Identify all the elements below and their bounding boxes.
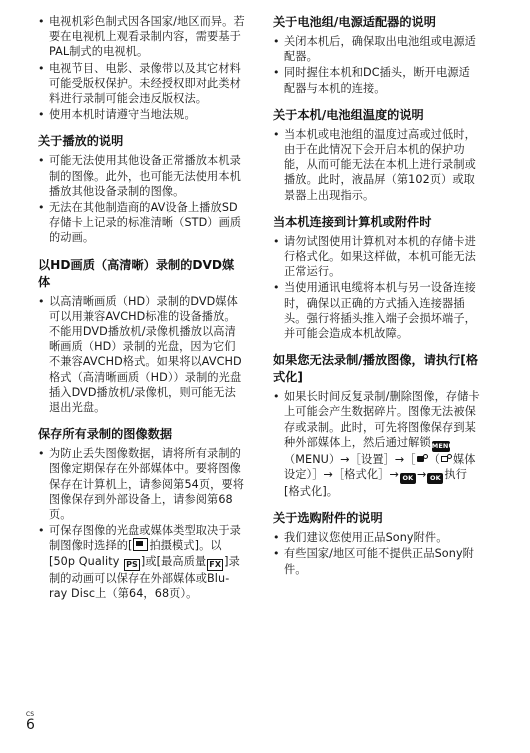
text-segment: ]录制的动画可以保存在外部媒体或Blu-ray Disc上（第64，68页）。 xyxy=(49,554,240,600)
media-settings-outline-icon xyxy=(441,454,452,464)
section-heading: 当本机连接到计算机或附件时 xyxy=(273,214,432,229)
left-column xyxy=(38,14,246,612)
ok-icon: OK xyxy=(400,473,416,484)
list-item: • 可能无法使用其他设备正常播放本机录制的图像。此外，也可能无法使用本机播放其他设备录制的图像。 xyxy=(38,153,246,199)
playback-list xyxy=(38,153,246,245)
list-item: • 电视机彩色制式因各国家/地区而异。若要在电视机上观看录制内容，需要基于PAL制式的电视机。 xyxy=(38,14,246,60)
hd-disc-list xyxy=(38,294,246,416)
text-segment: 媒体设定）］→［格式化］→ xyxy=(284,452,476,482)
intro-section xyxy=(38,14,246,122)
page-footer xyxy=(26,711,35,733)
intro-list xyxy=(38,14,246,122)
list-item: • 电视节目、电影、录像带以及其它材料可能受版权保护。未经授权即对此类材料进行录制可能会违反版权法。 xyxy=(38,61,246,107)
list-item: • 关闭本机后，确保取出电池组或电源适配器。 xyxy=(273,34,481,64)
hd-disc-section xyxy=(38,257,246,416)
ok-icon: OK xyxy=(427,473,443,484)
section-heading: 以HD画质（高清晰）录制的DVD媒体 xyxy=(38,257,235,289)
connect-list xyxy=(273,234,481,341)
page-number: 6 xyxy=(26,717,35,733)
list-item: • 为防止丢失图像数据，请将所有录制的图像定期保存在外部媒体中。要将图像保存在计算机上，请参阅第54页，要将图像保存到外部设备上，请参阅第68页。 xyxy=(38,446,246,522)
temperature-list xyxy=(273,127,481,203)
list-item: • 同时握住本机和DC插头，断开电源适配器与本机的连接。 xyxy=(273,65,481,95)
battery-list xyxy=(273,34,481,96)
text-segment: （ xyxy=(428,452,440,466)
list-item: • 有些国家/地区可能不提供正品Sony附件。 xyxy=(273,546,481,576)
text-segment: →［设置］→［ xyxy=(340,452,416,466)
list-item: • 我们建议您使用正品Sony附件。 xyxy=(273,530,481,545)
text-segment: 拍摄模式]。以[50p Quality xyxy=(49,539,222,568)
right-column xyxy=(273,14,481,588)
temperature-section xyxy=(273,107,481,203)
format-section xyxy=(273,352,481,499)
connect-section xyxy=(273,214,481,341)
text-segment: ]或[最高质量 xyxy=(140,554,207,568)
shooting-mode-icon xyxy=(133,538,148,551)
text-segment: 如果长时间反复录制/删除图像，存储卡上可能会产生数据碎片。图像无法被保存或录制。此时，可先将图像保存到某种外部媒体上，然后通过解锁 xyxy=(284,390,480,449)
text-segment: 可保存图像的光盘或媒体类型取决于录制图像时选择的[ xyxy=(49,524,241,553)
section-heading: 如果您无法录制/播放图像，请执行[格式化] xyxy=(273,353,479,385)
list-item: • 请勿试图使用计算机对本机的存储卡进行格式化。如果这样做，本机可能无法正常运行。 xyxy=(273,234,481,280)
list-item: • 当使用通讯电缆将本机与另一设备连接时，确保以正确的方式插入连接器插头。强行将插头推入端子会损坏端子，并可能会造成本机故障。 xyxy=(273,280,481,341)
section-heading: 保存所有录制的图像数据 xyxy=(38,427,173,442)
accessories-list xyxy=(273,530,481,577)
list-item: • 无法在其他制造商的AV设备上播放SD存储卡上记录的标准清晰（STD）画质的动画。 xyxy=(38,200,246,246)
battery-section xyxy=(273,14,481,96)
text-segment: 执行[格式化]。 xyxy=(284,468,467,499)
save-list xyxy=(38,446,246,601)
list-item: • 当本机或电池组的温度过高或过低时，由于在此情况下会开启本机的保护功能，从而可能无法在本机上进行录制或播放。此时，液晶屏（第102页）或取景器上出现指示。 xyxy=(273,127,481,203)
list-item xyxy=(38,523,246,601)
section-heading: 关于播放的说明 xyxy=(38,134,124,149)
playback-section xyxy=(38,133,246,245)
language-code: CS xyxy=(26,711,34,718)
text-segment: （MENU） xyxy=(284,452,341,466)
accessories-section xyxy=(273,510,481,577)
media-settings-icon xyxy=(417,454,428,464)
list-item: • 使用本机时请遵守当地法规。 xyxy=(38,107,246,122)
menu-icon: MENU xyxy=(431,441,454,450)
fx-quality-icon: FX xyxy=(209,559,222,569)
section-heading: 关于选购附件的说明 xyxy=(273,511,383,526)
list-item: • 以高清晰画质（HD）录制的DVD媒体可以用兼容AVCHD标准的设备播放。不能用DVD播放机/录像机播放以高清晰画质（HD）录制的光盘，因为它们不兼容AVCHD格式。如果将以AVCHD格式（高清晰画质（HD））录制的光盘插入DVD播放机/录像机，则可能无法退出光盘。 xyxy=(38,294,246,416)
ps-quality-icon: PS xyxy=(126,559,138,569)
save-section xyxy=(38,426,246,601)
section-heading: 关于电池组/电源适配器的说明 xyxy=(273,15,436,29)
format-list xyxy=(273,389,481,499)
section-heading: 关于本机/电池组温度的说明 xyxy=(273,107,424,122)
list-item xyxy=(273,389,481,499)
text-segment: → xyxy=(416,468,427,482)
